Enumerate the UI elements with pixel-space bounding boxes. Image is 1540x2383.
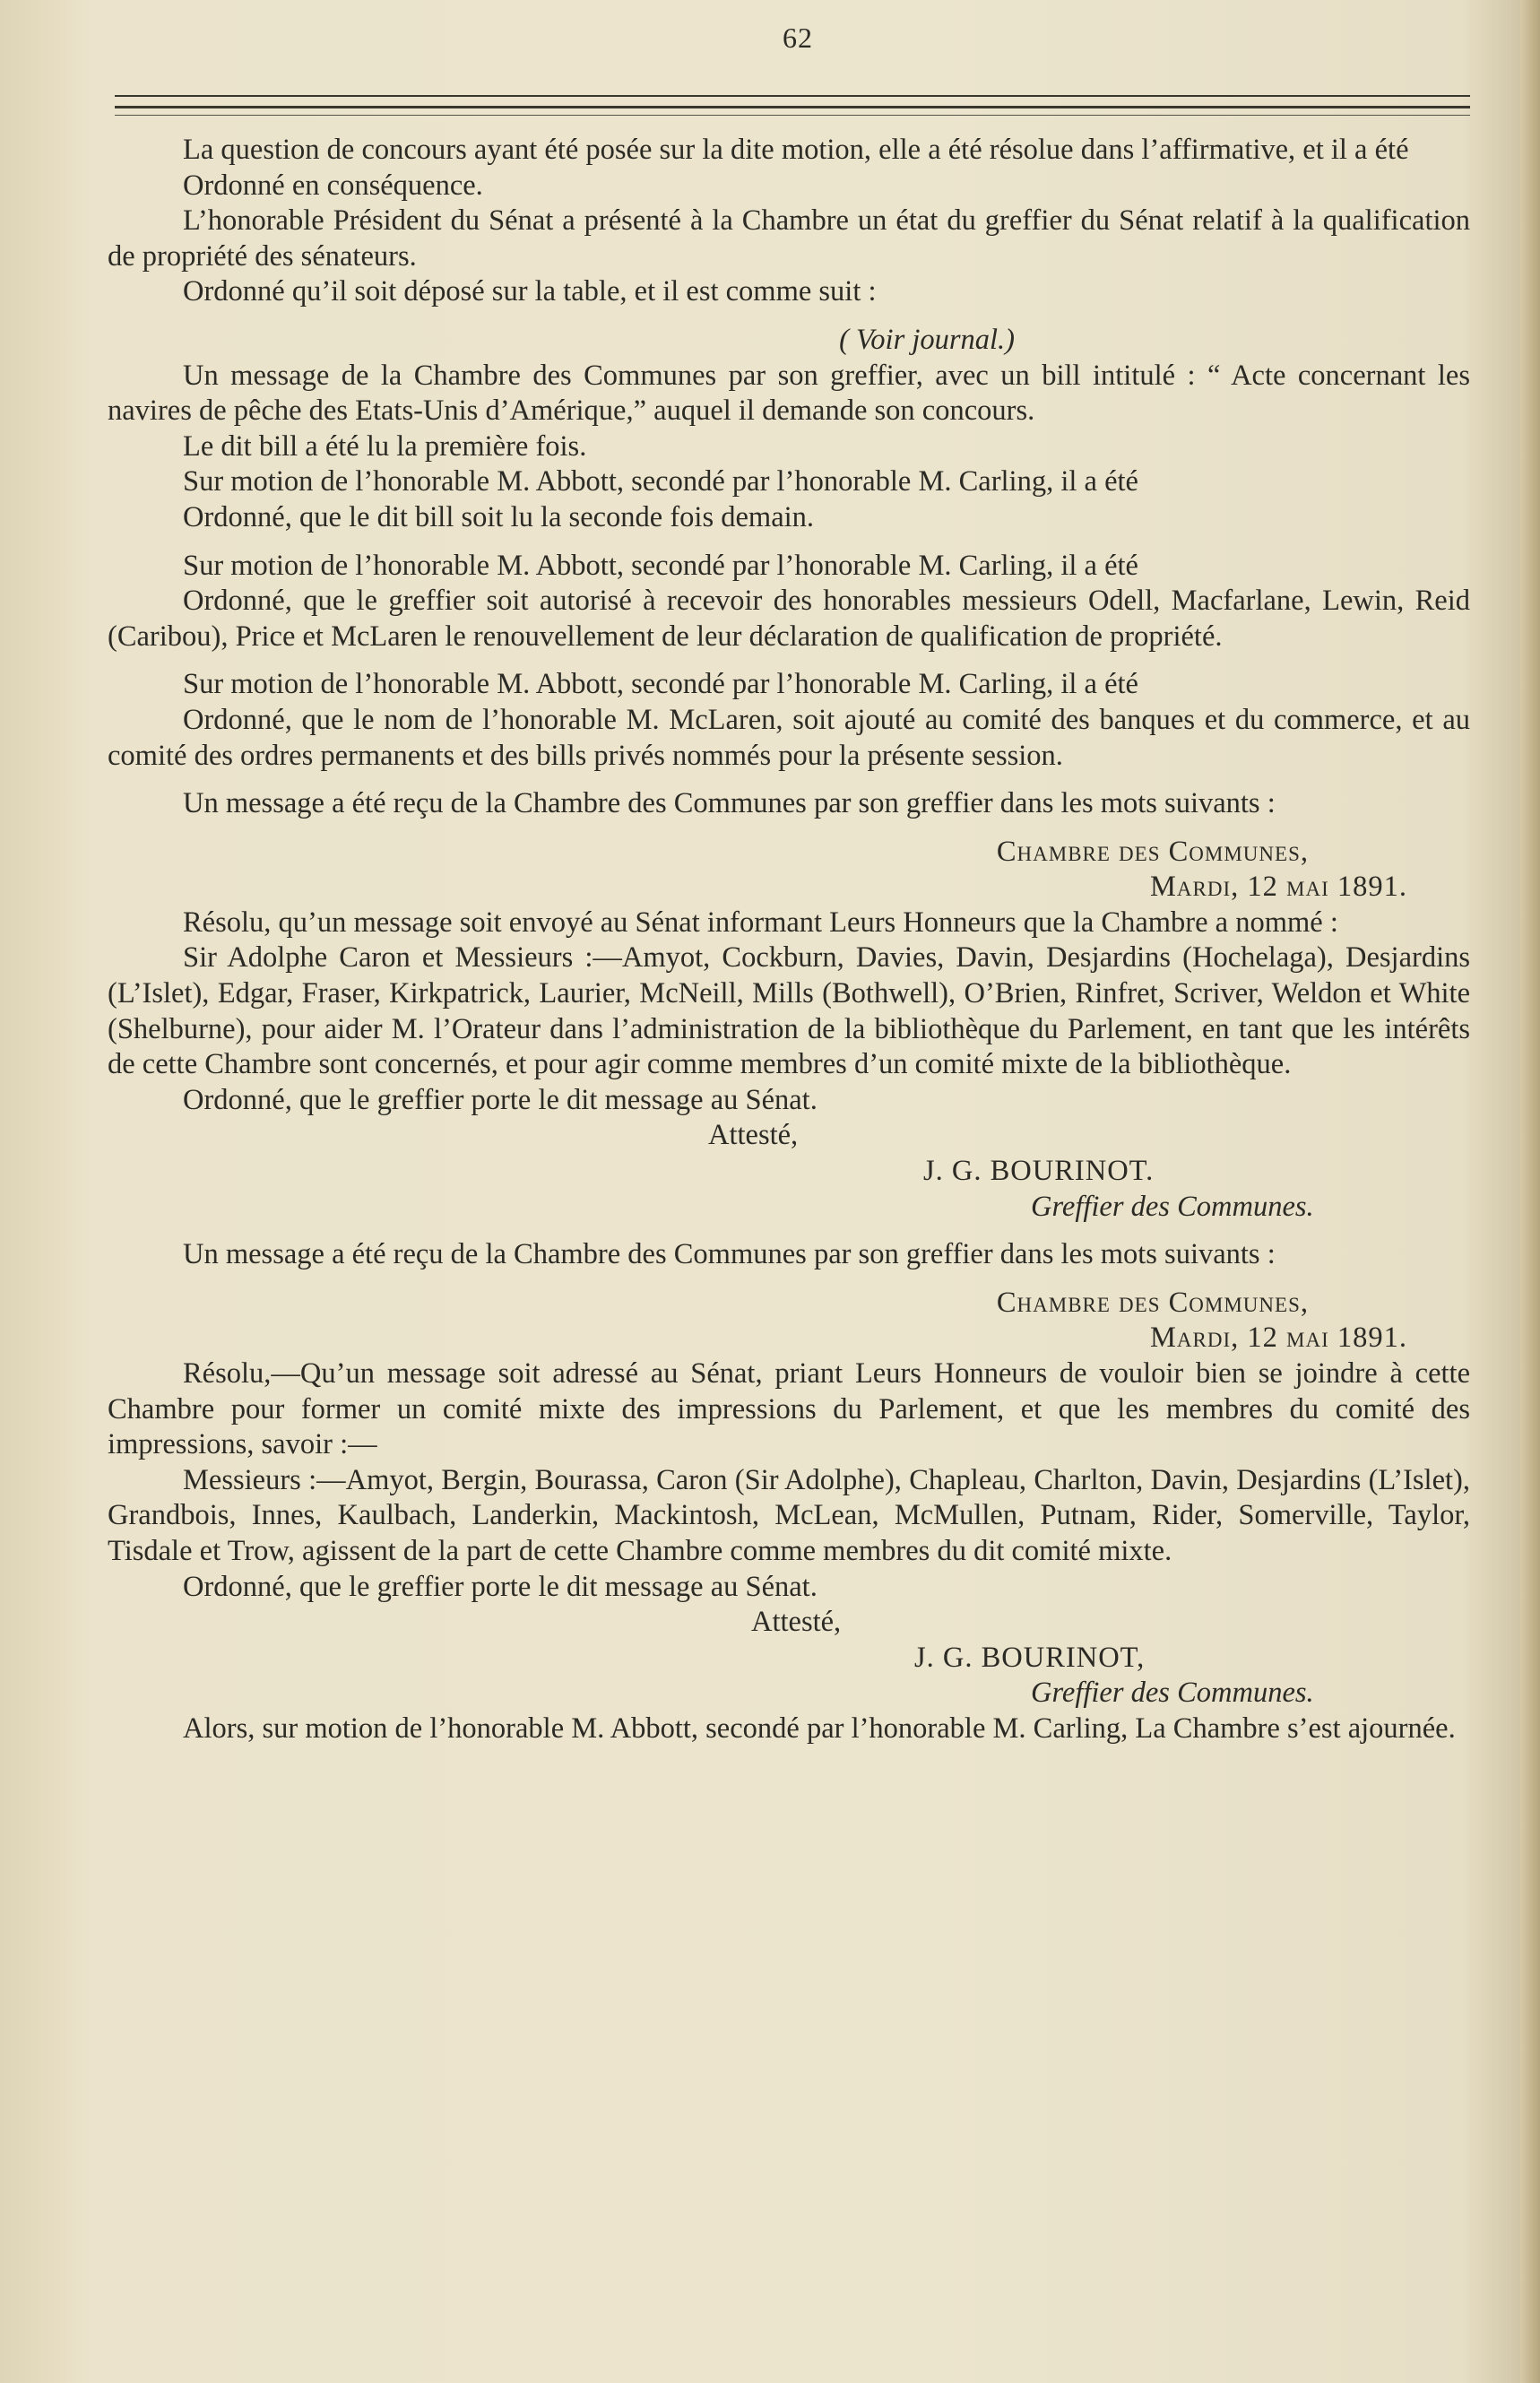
message-date: Mardi, 12 mai 1891. <box>1150 1321 1407 1355</box>
journal-reference: ( Voir journal.) <box>839 323 1015 356</box>
page-number: 62 <box>783 22 813 54</box>
signature-role: Greffier des Communes. <box>1031 1677 1314 1710</box>
paragraph: Ordonné qu’il soit déposé sur la table, et il est comme suit : <box>183 275 877 308</box>
paragraph: L’honorable Président du Sénat a présenté à la Chambre un état du greffier du Sénat relatif à la qualification de propriété des sénateurs. <box>108 204 1470 273</box>
page-edge <box>1520 0 1540 2383</box>
signature-name: J. G. BOURINOT, <box>914 1641 1146 1674</box>
paragraph: Sur motion de l’honorable M. Abbott, secondé par l’honorable M. Carling, il a été <box>183 549 1138 582</box>
paragraph: Le dit bill a été lu la première fois. <box>183 429 587 463</box>
paragraph: Ordonné, que le greffier soit autorisé à recevoir des honorables messieurs Odell, Macfarlane, Lewin, Reid (Caribou), Price et McLaren le renouvellement de leur déclaration de qualification de propriété. <box>108 585 1470 653</box>
paragraph: Ordonné, que le nom de l’honorable M. McLaren, soit ajouté au comité des banques et du commerce, et au comité des ordres permanents et des bills privés nommés pour la présente session. <box>108 703 1470 772</box>
paragraph: Ordonné, que le dit bill soit lu la seconde fois demain. <box>183 500 815 533</box>
header-rule-thick <box>115 106 1470 108</box>
message-header-date <box>108 870 1470 906</box>
header-rule-hairline <box>115 115 1470 116</box>
message-header-chamber: Chambre des Communes, <box>996 1286 1309 1319</box>
attestation: Attesté, <box>708 1119 799 1152</box>
paragraph: Sur motion de l’honorable M. Abbott, secondé par l’honorable M. Carling, il a été <box>183 668 1138 701</box>
signature-name: J. G. BOURINOT. <box>923 1155 1155 1188</box>
attestation: Attesté, <box>751 1606 842 1639</box>
message-header-chamber: Chambre des Communes, <box>996 835 1309 868</box>
paragraph: Sur motion de l’honorable M. Abbott, secondé par l’honorable M. Carling, il a été <box>183 465 1138 498</box>
paragraph: La question de concours ayant été posée sur la dite motion, elle a été résolue dans l’affirmative, et il a été <box>183 134 1409 166</box>
paragraph: Ordonné, que le greffier porte le dit message au Sénat. <box>183 1570 818 1603</box>
paragraph: Un message a été reçu de la Chambre des Communes par son greffier dans les mots suivants : <box>183 1238 1276 1271</box>
paragraph: Sir Adolphe Caron et Messieurs :—Amyot, Cockburn, Davies, Davin, Desjardins (Hochelaga), Desjardins (L’Islet), Edgar, Fraser, Kirkpatrick, Laurier, McNeill, Mills (Bothwell), O’Brien, Rinfret, Scriver, Weldon et White (Shelburne), pour aider M. l’Orateur dans l’administration de la bibliothèque du Parlement, en tant que les intérêts de cette Chambre sont concernés, et pour agir comme membres d’un comité mixte de la bibliothèque. <box>108 941 1470 1081</box>
paragraph: Ordonné en conséquence. <box>183 169 483 202</box>
message-date: Mardi, 12 mai 1891. <box>1150 871 1407 904</box>
signature-role: Greffier des Communes. <box>1031 1190 1314 1223</box>
header-rule-thin <box>115 95 1470 97</box>
paragraph: Ordonné, que le greffier porte le dit message au Sénat. <box>183 1083 818 1116</box>
paragraph: Résolu, qu’un message soit envoyé au Sénat informant Leurs Honneurs que la Chambre a nommé : <box>183 906 1338 939</box>
paragraph: Un message de la Chambre des Communes par son greffier, avec un bill intitulé : “ Acte concernant les navires de pêche des Etats-Unis d’Amérique,” auquel il demande son concours. <box>108 359 1470 428</box>
paragraph: Alors, sur motion de l’honorable M. Abbott, secondé par l’honorable M. Carling, La Chambre s’est ajournée. <box>183 1711 1456 1745</box>
message-header-date <box>108 1321 1470 1356</box>
paragraph: Messieurs :—Amyot, Bergin, Bourassa, Caron (Sir Adolphe), Chapleau, Charlton, Davin, Desjardins (L’Islet), Grandbois, Innes, Kaulbach, Landerkin, Mackintosh, McLean, McMullen, Putnam, Rider, Somerville, Taylor, Tisdale et Trow, agissent de la part de cette Chambre comme membres du dit comité mixte. <box>108 1463 1470 1567</box>
paragraph: Résolu,—Qu’un message soit adressé au Sénat, priant Leurs Honneurs de vouloir bien se joindre à cette Chambre pour former un comité mixte des impressions du Parlement, et que les membres du comité des impressions, savoir :— <box>108 1357 1470 1461</box>
paragraph: Un message a été reçu de la Chambre des Communes par son greffier dans les mots suivants : <box>183 787 1276 820</box>
body-text <box>108 133 1470 1747</box>
